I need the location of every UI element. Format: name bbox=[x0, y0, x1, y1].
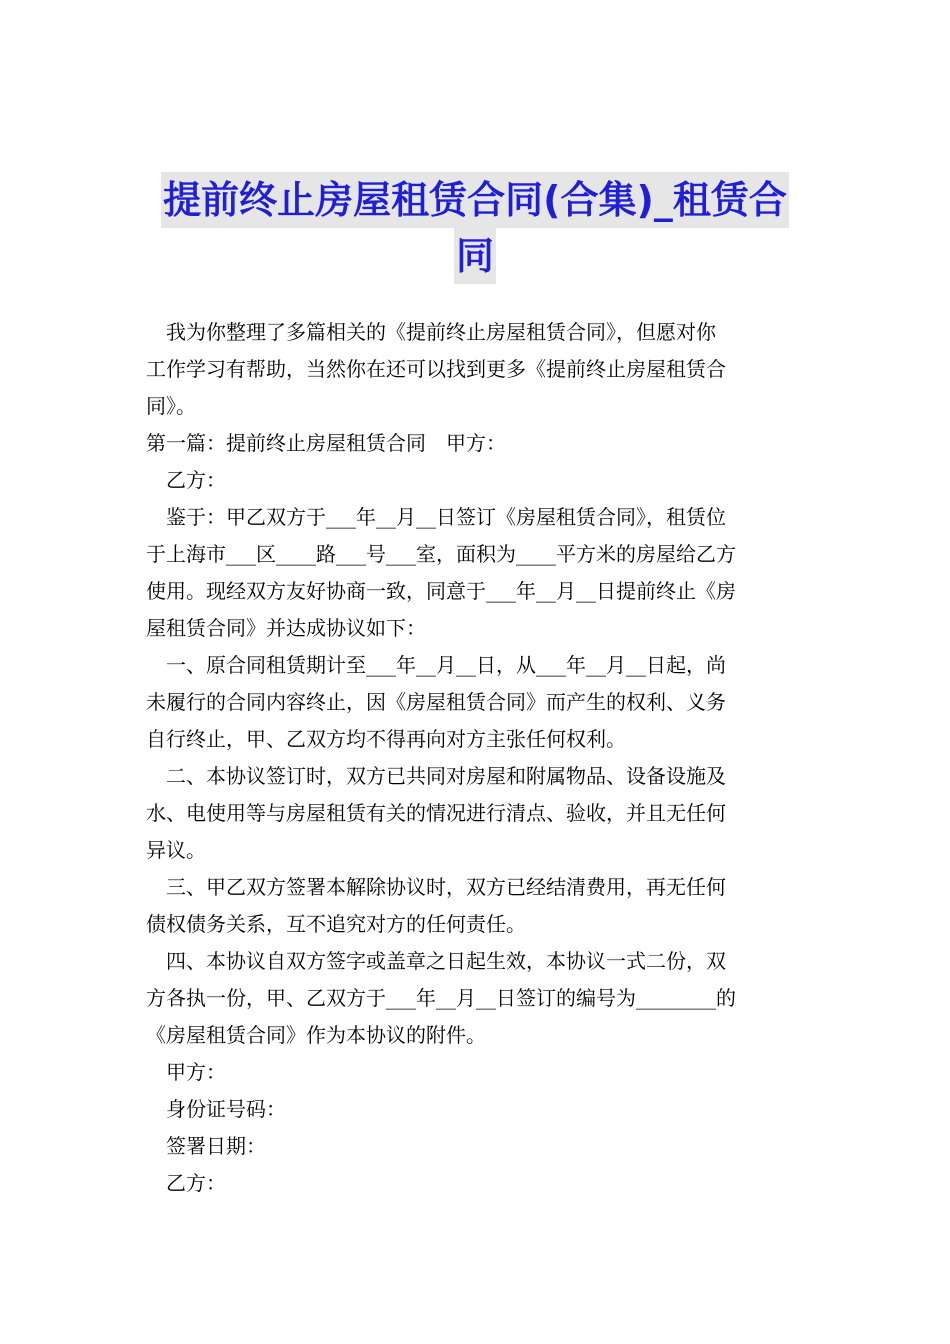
body-line: 二、本协议签订时，双方已共同对房屋和附属物品、设备设施及 bbox=[146, 764, 726, 788]
body-line: 三、甲乙双方签署本解除协议时，双方已经结清费用，再无任何 bbox=[146, 875, 726, 899]
body-line: 乙方： bbox=[146, 1171, 226, 1195]
body-line: 异议。 bbox=[146, 838, 206, 862]
body-line: 未履行的合同内容终止，因《房屋租赁合同》而产生的权利、义务 bbox=[146, 690, 726, 714]
body-line: 《房屋租赁合同》作为本协议的附件。 bbox=[146, 1023, 486, 1047]
body-line: 鉴于：甲乙双方于___年__月__日签订《房屋租赁合同》，租赁位 bbox=[146, 505, 726, 529]
body-line: 屋租赁合同》并达成协议如下： bbox=[146, 616, 426, 640]
body-line: 债权债务关系，互不追究对方的任何责任。 bbox=[146, 912, 526, 936]
body-line: 乙方： bbox=[146, 468, 226, 492]
body-line: 水、电使用等与房屋租赁有关的情况进行清点、验收，并且无任何 bbox=[146, 801, 726, 825]
document-body bbox=[146, 314, 808, 1202]
body-line: 四、本协议自双方签字或盖章之日起生效，本协议一式二份，双 bbox=[146, 949, 726, 973]
body-line: 于上海市___区____路___号___室，面积为____平方米的房屋给乙方 bbox=[146, 542, 736, 566]
title-line-2: 同 bbox=[454, 228, 496, 284]
body-line: 方各执一份，甲、乙双方于___年__月__日签订的编号为________的 bbox=[146, 986, 736, 1010]
body-line: 工作学习有帮助，当然你在还可以找到更多《提前终止房屋租赁合 bbox=[146, 357, 726, 381]
document-title bbox=[0, 172, 950, 284]
title-line-1: 提前终止房屋租赁合同(合集)_租赁合 bbox=[161, 172, 789, 228]
body-line: 一、原合同租赁期计至___年__月__日，从___年__月__日起，尚 bbox=[146, 653, 726, 677]
body-line: 我为你整理了多篇相关的《提前终止房屋租赁合同》，但愿对你 bbox=[146, 320, 716, 344]
body-line: 身份证号码： bbox=[146, 1097, 286, 1121]
body-line: 签署日期： bbox=[146, 1134, 266, 1158]
body-line: 使用。现经双方友好协商一致，同意于___年__月__日提前终止《房 bbox=[146, 579, 736, 603]
body-line: 甲方： bbox=[146, 1060, 226, 1084]
body-line: 同》。 bbox=[146, 394, 196, 418]
body-line: 自行终止，甲、乙双方均不得再向对方主张任何权利。 bbox=[146, 727, 626, 751]
body-line: 第一篇：提前终止房屋租赁合同 甲方： bbox=[146, 431, 506, 455]
